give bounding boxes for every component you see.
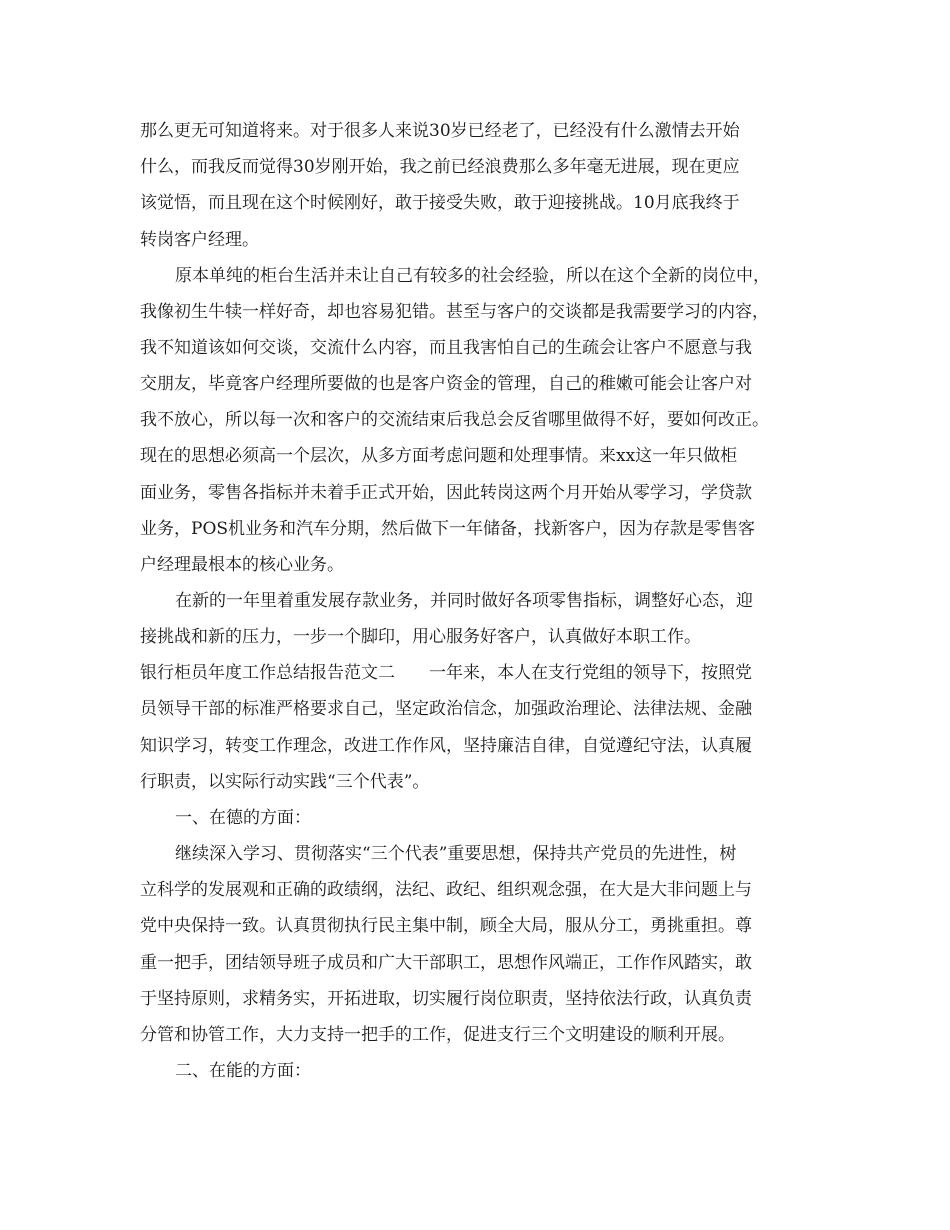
text-line: 员领导干部的标准严格要求自己，坚定政治信念，加强政治理论、法律法规、金融 [140, 699, 752, 719]
text-line: 业务，POS机业务和汽车分期，然后做下一年储备，找新客户，因为存款是零售客 [140, 519, 756, 539]
text-line: 分管和协管工作，大力支持一把手的工作，促进支行三个文明建设的顺利开展。 [140, 1025, 735, 1045]
text-line: 继续深入学习、贯彻落实“三个代表”重要思想，保持共产党员的先进性，树 [175, 844, 737, 864]
text-line: 我不知道该如何交谈，交流什么内容，而且我害怕自己的生疏会让客户不愿意与我 [140, 338, 752, 358]
text-line: 原本单纯的柜台生活并未让自己有较多的社会经验，所以在这个全新的岗位中， [175, 266, 770, 286]
text-line: 接挑战和新的压力，一步一个脚印，用心服务好客户，认真做好本职工作。 [140, 627, 701, 647]
section-title-line: 银行柜员年度工作总结报告范文二 一年来，本人在支行党组的领导下，按照党 [140, 663, 752, 683]
text-line: 什么，而我反而觉得30岁刚开始，我之前已经浪费那么多年毫无进展，现在更应 [140, 157, 740, 177]
text-line: 交朋友，毕竟客户经理所要做的也是客户资金的管理，自己的稚嫩可能会让客户对 [140, 374, 752, 394]
text-line: 重一把手，团结领导班子成员和广大干部职工，思想作风端正，工作作风踏实，敢 [140, 953, 752, 973]
text-line: 党中央保持一致。认真贯彻执行民主集中制，顾全大局，服从分工，勇挑重担。尊 [140, 916, 752, 936]
text-line: 立科学的发展观和正确的政绩纲，法纪、政纪、组织观念强，在大是大非问题上与 [140, 880, 752, 900]
text-line: 我像初生牛犊一样好奇，却也容易犯错。甚至与客户的交谈都是我需要学习的内容， [140, 302, 769, 322]
subheading-line: 二、在能的方面： [175, 1061, 311, 1081]
text-line: 面业务，零售各指标并未着手正式开始，因此转岗这两个月开始从零学习，学贷款 [140, 483, 752, 503]
text-line: 现在的思想必须高一个层次，从多方面考虑问题和处理事情。来xx这一年只做柜 [140, 446, 738, 466]
subheading-line: 一、在德的方面： [175, 808, 311, 828]
text-line: 于坚持原则，求精务实，开拓进取，切实履行岗位职责，坚持依法行政，认真负责 [140, 989, 752, 1009]
text-line: 户经理最根本的核心业务。 [140, 555, 344, 575]
text-line: 该觉悟，而且现在这个时候刚好，敢于接受失败，敢于迎接挑战。10月底我终于 [140, 193, 740, 213]
text-line: 转岗客户经理。 [140, 230, 259, 250]
text-line: 我不放心，所以每一次和客户的交流结束后我总会反省哪里做得不好，要如何改正。 [140, 410, 769, 430]
text-line: 行职责，以实际行动实践“三个代表”。 [140, 772, 430, 792]
text-line: 那么更无可知道将来。对于很多人来说30岁已经老了，已经没有什么激情去开始 [140, 121, 740, 141]
text-line: 知识学习，转变工作理念，改进工作作风，坚持廉洁自律，自觉遵纪守法，认真履 [140, 736, 752, 756]
text-line: 在新的一年里着重发展存款业务，并同时做好各项零售指标，调整好心态，迎 [175, 591, 753, 611]
